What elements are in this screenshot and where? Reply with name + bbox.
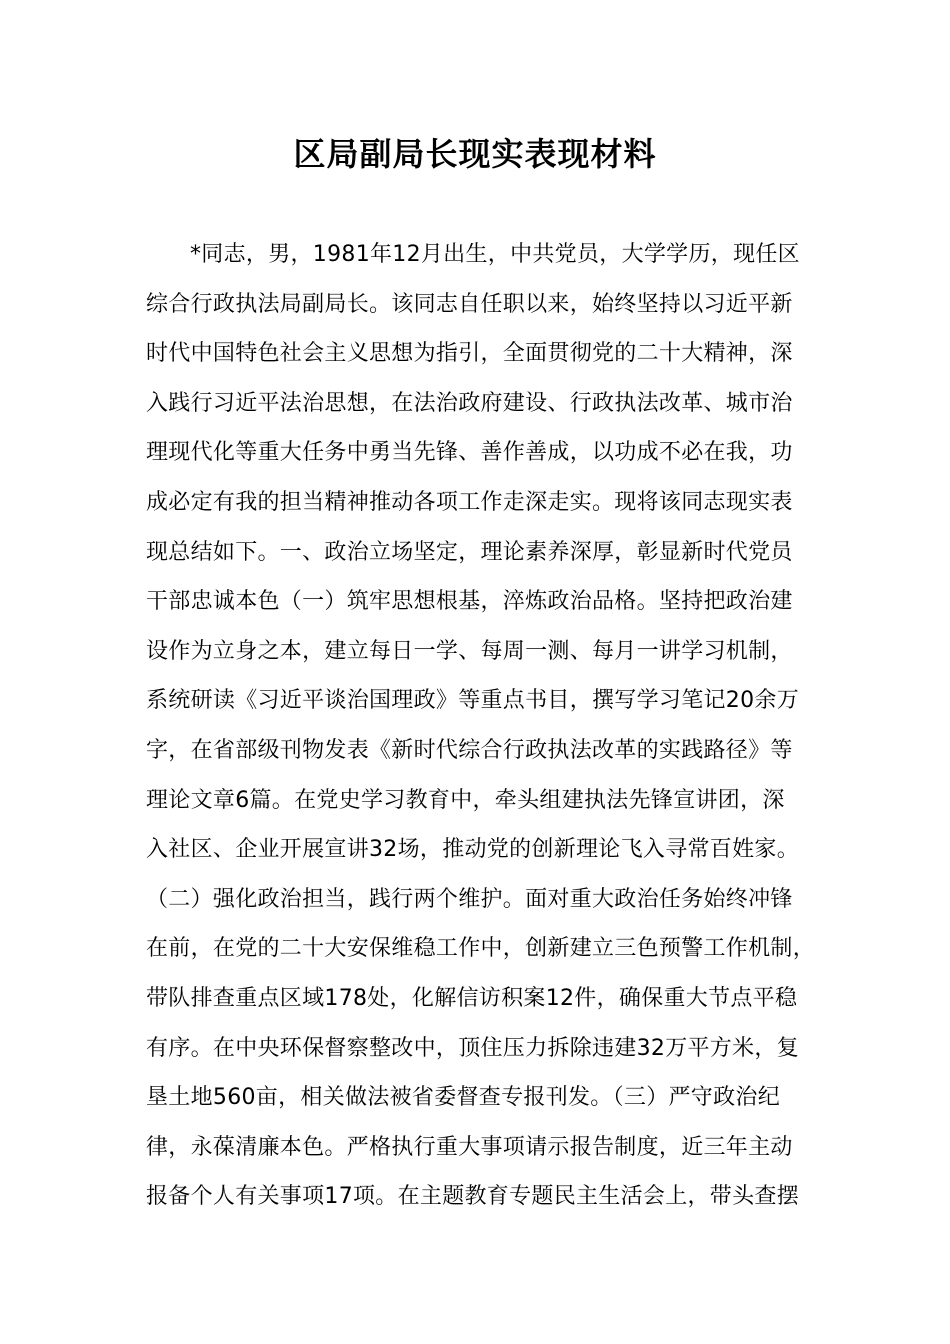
body-line: 成必定有我的担当精神推动各项工作走深走实。现将该同志现实表 — [146, 489, 793, 515]
body-line: 带队排查重点区域178处，化解信访积案12件，确保重大节点平稳 — [146, 985, 798, 1011]
body-line: 干部忠诚本色（一）筑牢思想根基，淬炼政治品格。坚持把政治建 — [146, 589, 793, 615]
body-line: 理现代化等重大任务中勇当先锋、善作善成，以功成不必在我，功 — [146, 440, 793, 466]
body-line: 时代中国特色社会主义思想为指引，全面贯彻党的二十大精神，深 — [146, 341, 793, 367]
body-line: 系统研读《习近平谈治国理政》等重点书目，撰写学习笔记20余万 — [146, 688, 799, 714]
body-line: 在前，在党的二十大安保维稳工作中，创新建立三色预警工作机制， — [146, 936, 816, 962]
body-line: 综合行政执法局副局长。该同志自任职以来，始终坚持以习近平新 — [146, 291, 793, 317]
body-line: 字，在省部级刊物发表《新时代综合行政执法改革的实践路径》等 — [146, 737, 793, 763]
body-line: 设作为立身之本，建立每日一学、每周一测、每月一讲学习机制， — [146, 638, 793, 664]
document-body — [146, 230, 826, 1222]
body-line: 入社区、企业开展宣讲32场，推动党的创新理论飞入寻常百姓家。 — [146, 837, 799, 863]
body-line: 律，永葆清廉本色。严格执行重大事项请示报告制度，近三年主动 — [146, 1134, 793, 1160]
body-line: 入践行习近平法治思想，在法治政府建设、行政执法改革、城市治 — [146, 390, 793, 416]
body-line: （二）强化政治担当，践行两个维护。面对重大政治任务始终冲锋 — [146, 886, 793, 912]
body-line: 报备个人有关事项17项。在主题教育专题民主生活会上，带头查摆 — [146, 1184, 799, 1210]
body-line: 垦土地560亩，相关做法被省委督查专报刊发。（三）严守政治纪 — [146, 1085, 780, 1111]
body-line: *同志，男，1981年12月出生，中共党员，大学学历，现任区 — [190, 242, 800, 267]
document-title: 区局副局长现实表现材料 — [293, 135, 657, 173]
body-line: 理论文章6篇。在党史学习教育中，牵头组建执法先锋宣讲团，深 — [146, 787, 785, 813]
body-line: 现总结如下。一、政治立场坚定，理论素养深厚，彰显新时代党员 — [146, 539, 793, 565]
body-line: 有序。在中央环保督察整改中，顶住压力拆除违建32万平方米，复 — [146, 1035, 799, 1061]
